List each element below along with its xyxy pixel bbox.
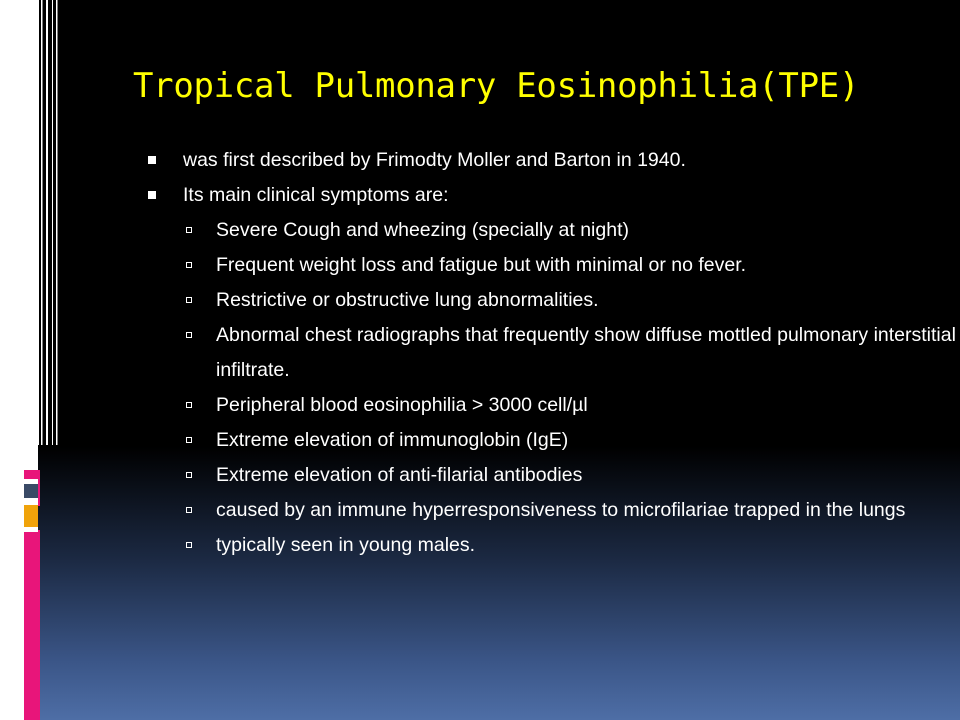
decorative-bars xyxy=(38,0,78,720)
margin-accents xyxy=(0,0,40,720)
sub-bullet-item: Restrictive or obstructive lung abnormalities. xyxy=(144,283,960,318)
sub-bullet-item: Abnormal chest radiographs that frequently show diffuse mottled pulmonary interstitial infiltrate. xyxy=(144,318,960,388)
sub-bullet-item: Severe Cough and wheezing (specially at night) xyxy=(144,213,960,248)
sub-bullet-item: Frequent weight loss and fatigue but with minimal or no fever. xyxy=(144,248,960,283)
slide xyxy=(38,0,960,720)
bullet-item: was first described by Frimodty Moller and Barton in 1940. xyxy=(144,143,960,178)
sub-bullet-item: Extreme elevation of immunoglobin (IgE) xyxy=(144,423,960,458)
bullet-item: Its main clinical symptoms are: xyxy=(144,178,960,213)
sub-bullet-item: Extreme elevation of anti-filarial antibodies xyxy=(144,458,960,493)
bullet-list xyxy=(144,143,960,563)
sub-bullet-item: caused by an immune hyperresponsiveness to microfilariae trapped in the lungs xyxy=(144,493,960,528)
sub-bullet-item: Peripheral blood eosinophilia > 3000 cell/µl xyxy=(144,388,960,423)
slide-title: Tropical Pulmonary Eosinophilia(TPE) xyxy=(133,66,860,106)
sub-bullet-item: typically seen in young males. xyxy=(144,528,960,563)
